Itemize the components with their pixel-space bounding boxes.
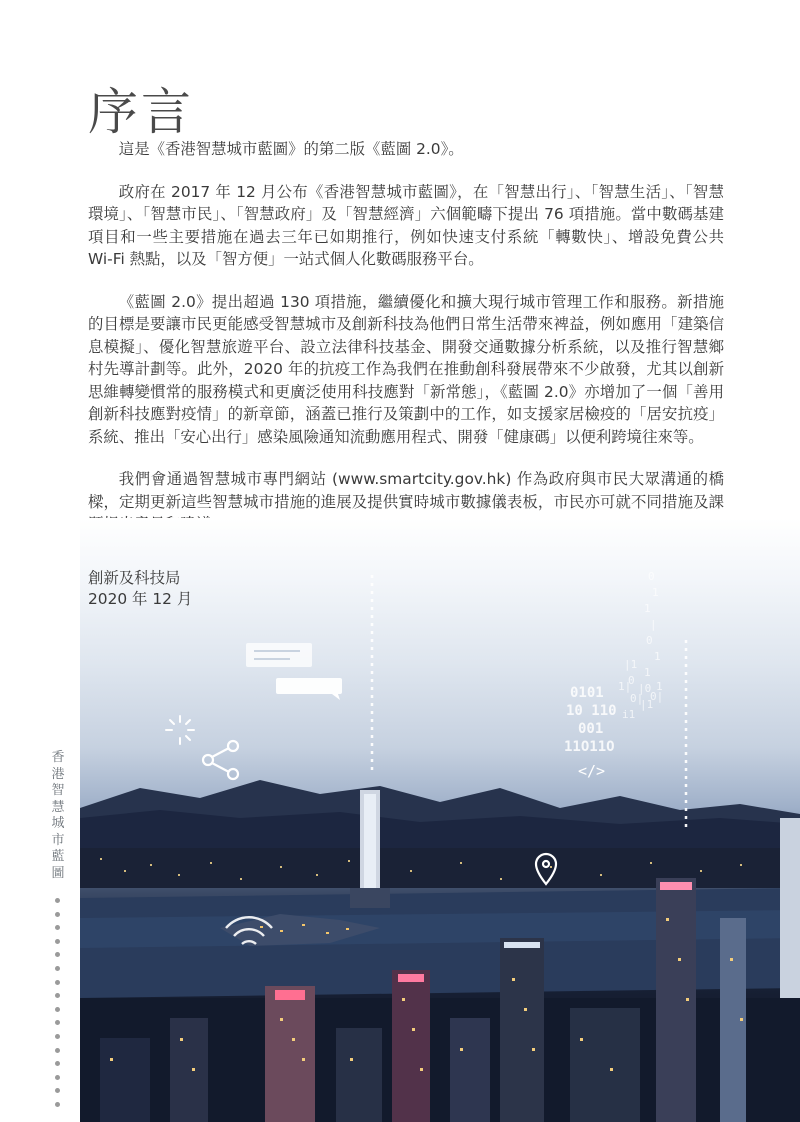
svg-text:0|: 0| [630,692,644,705]
location-pin-icon [536,854,556,884]
svg-text:001: 001 [578,721,604,737]
svg-text:0101: 0101 [570,685,604,701]
share-icon [203,741,238,779]
sparkle-icon [166,716,194,744]
svg-text:|0: |0 [638,682,652,695]
svg-text:0: 0 [648,570,655,583]
svg-text:10 110: 10 110 [566,703,617,719]
svg-text:1: 1 [656,680,663,693]
side-label-char: 圖 [51,865,65,881]
svg-text:|: | [650,618,657,631]
svg-text:i1: i1 [622,708,636,721]
side-label-char: 港 [51,766,65,782]
svg-text:|1: |1 [640,698,654,711]
page-title: 序言 [88,83,194,141]
side-label-char: 藍 [51,849,65,864]
svg-text:0: 0 [646,634,653,647]
svg-text:1: 1 [652,586,659,599]
svg-text:1: 1 [644,666,651,679]
signature-date: 2020 年 12 月 [88,590,193,608]
binary-stream-icon [618,570,663,721]
signature [88,568,192,610]
paragraph-2: 政府在 2017 年 12 月公布《香港智慧城市藍圖》，在「智慧出行」、「智慧生活」、「智慧環境」、「智慧市民」、「智慧政府」及「智慧經濟」六個範疇下提出 76 項措施。當中數碼基建項目和一些主要措施在過去三年已如期推行，例如快速支付系統「轉數快」、增設免費公共 Wi-Fi 熱點，以及「智方便」一站式個人化數碼服務平台。 [88,182,724,268]
svg-text:0: 0 [628,674,635,687]
svg-text:1: 1 [654,650,661,663]
svg-text:0|: 0| [650,690,664,703]
side-label-char: 市 [51,832,65,848]
paragraph-4: 我們會通過智慧城市專門網站 (www.smartcity.gov.hk) 作為政府與市民大眾溝通的橋樑，定期更新這些智慧城市措施的進展及提供實時城市數據儀表板，市民亦可就不同措施及課 [88,470,724,511]
svg-text:1|: 1| [618,680,632,693]
svg-text:11O11O: 11O11O [564,739,615,755]
side-document-label [50,750,66,882]
side-label-char: 香 [51,750,65,765]
binary-code-icon [564,685,617,755]
side-label-char: 慧 [51,799,65,815]
decorative-dot-column [55,898,60,1116]
code-brackets-icon: </> [578,762,606,780]
signature-department: 創新及科技局 [88,569,181,587]
side-label-char: 城 [51,816,65,831]
chat-bubble-icon [246,643,342,700]
svg-text:1: 1 [644,602,651,615]
wifi-icon [226,917,272,944]
paragraph-3: 《藍圖 2.0》提出超過 130 項措施，繼續優化和擴大現行城市管理工作和服務。新措施的目標是要讓市民更能感受智慧城市及創新科技為他們日常生活帶來裨益，例如應用「建築信息模擬」、優化智慧旅遊平台、設立法律科技基金、開發交通數據分析系統，以及推行智慧鄉村先導計劃等。此外，2020 年的抗疫工作為我們在推動創科發展帶來不少啟發，尤其以創新思維轉變慣常的服務模式和更廣泛使用科技應對「新常態」，《藍圖 2.0》亦增加了一個「善用創新科技應對疫情」的新章節，涵蓋已推行及策劃中的工作，如支援家居檢疫的「居安抗疫」系統、推出「安心出行」感染風險通知流動應用程式、開發「健康碼」以便利跨境往來等。 [88,292,724,446]
svg-text:|1: |1 [624,658,638,671]
paragraph-1: 這是《香港智慧城市藍圖》的第二版《藍圖 2.0》。 [118,140,464,158]
side-label-char: 智 [51,783,65,798]
